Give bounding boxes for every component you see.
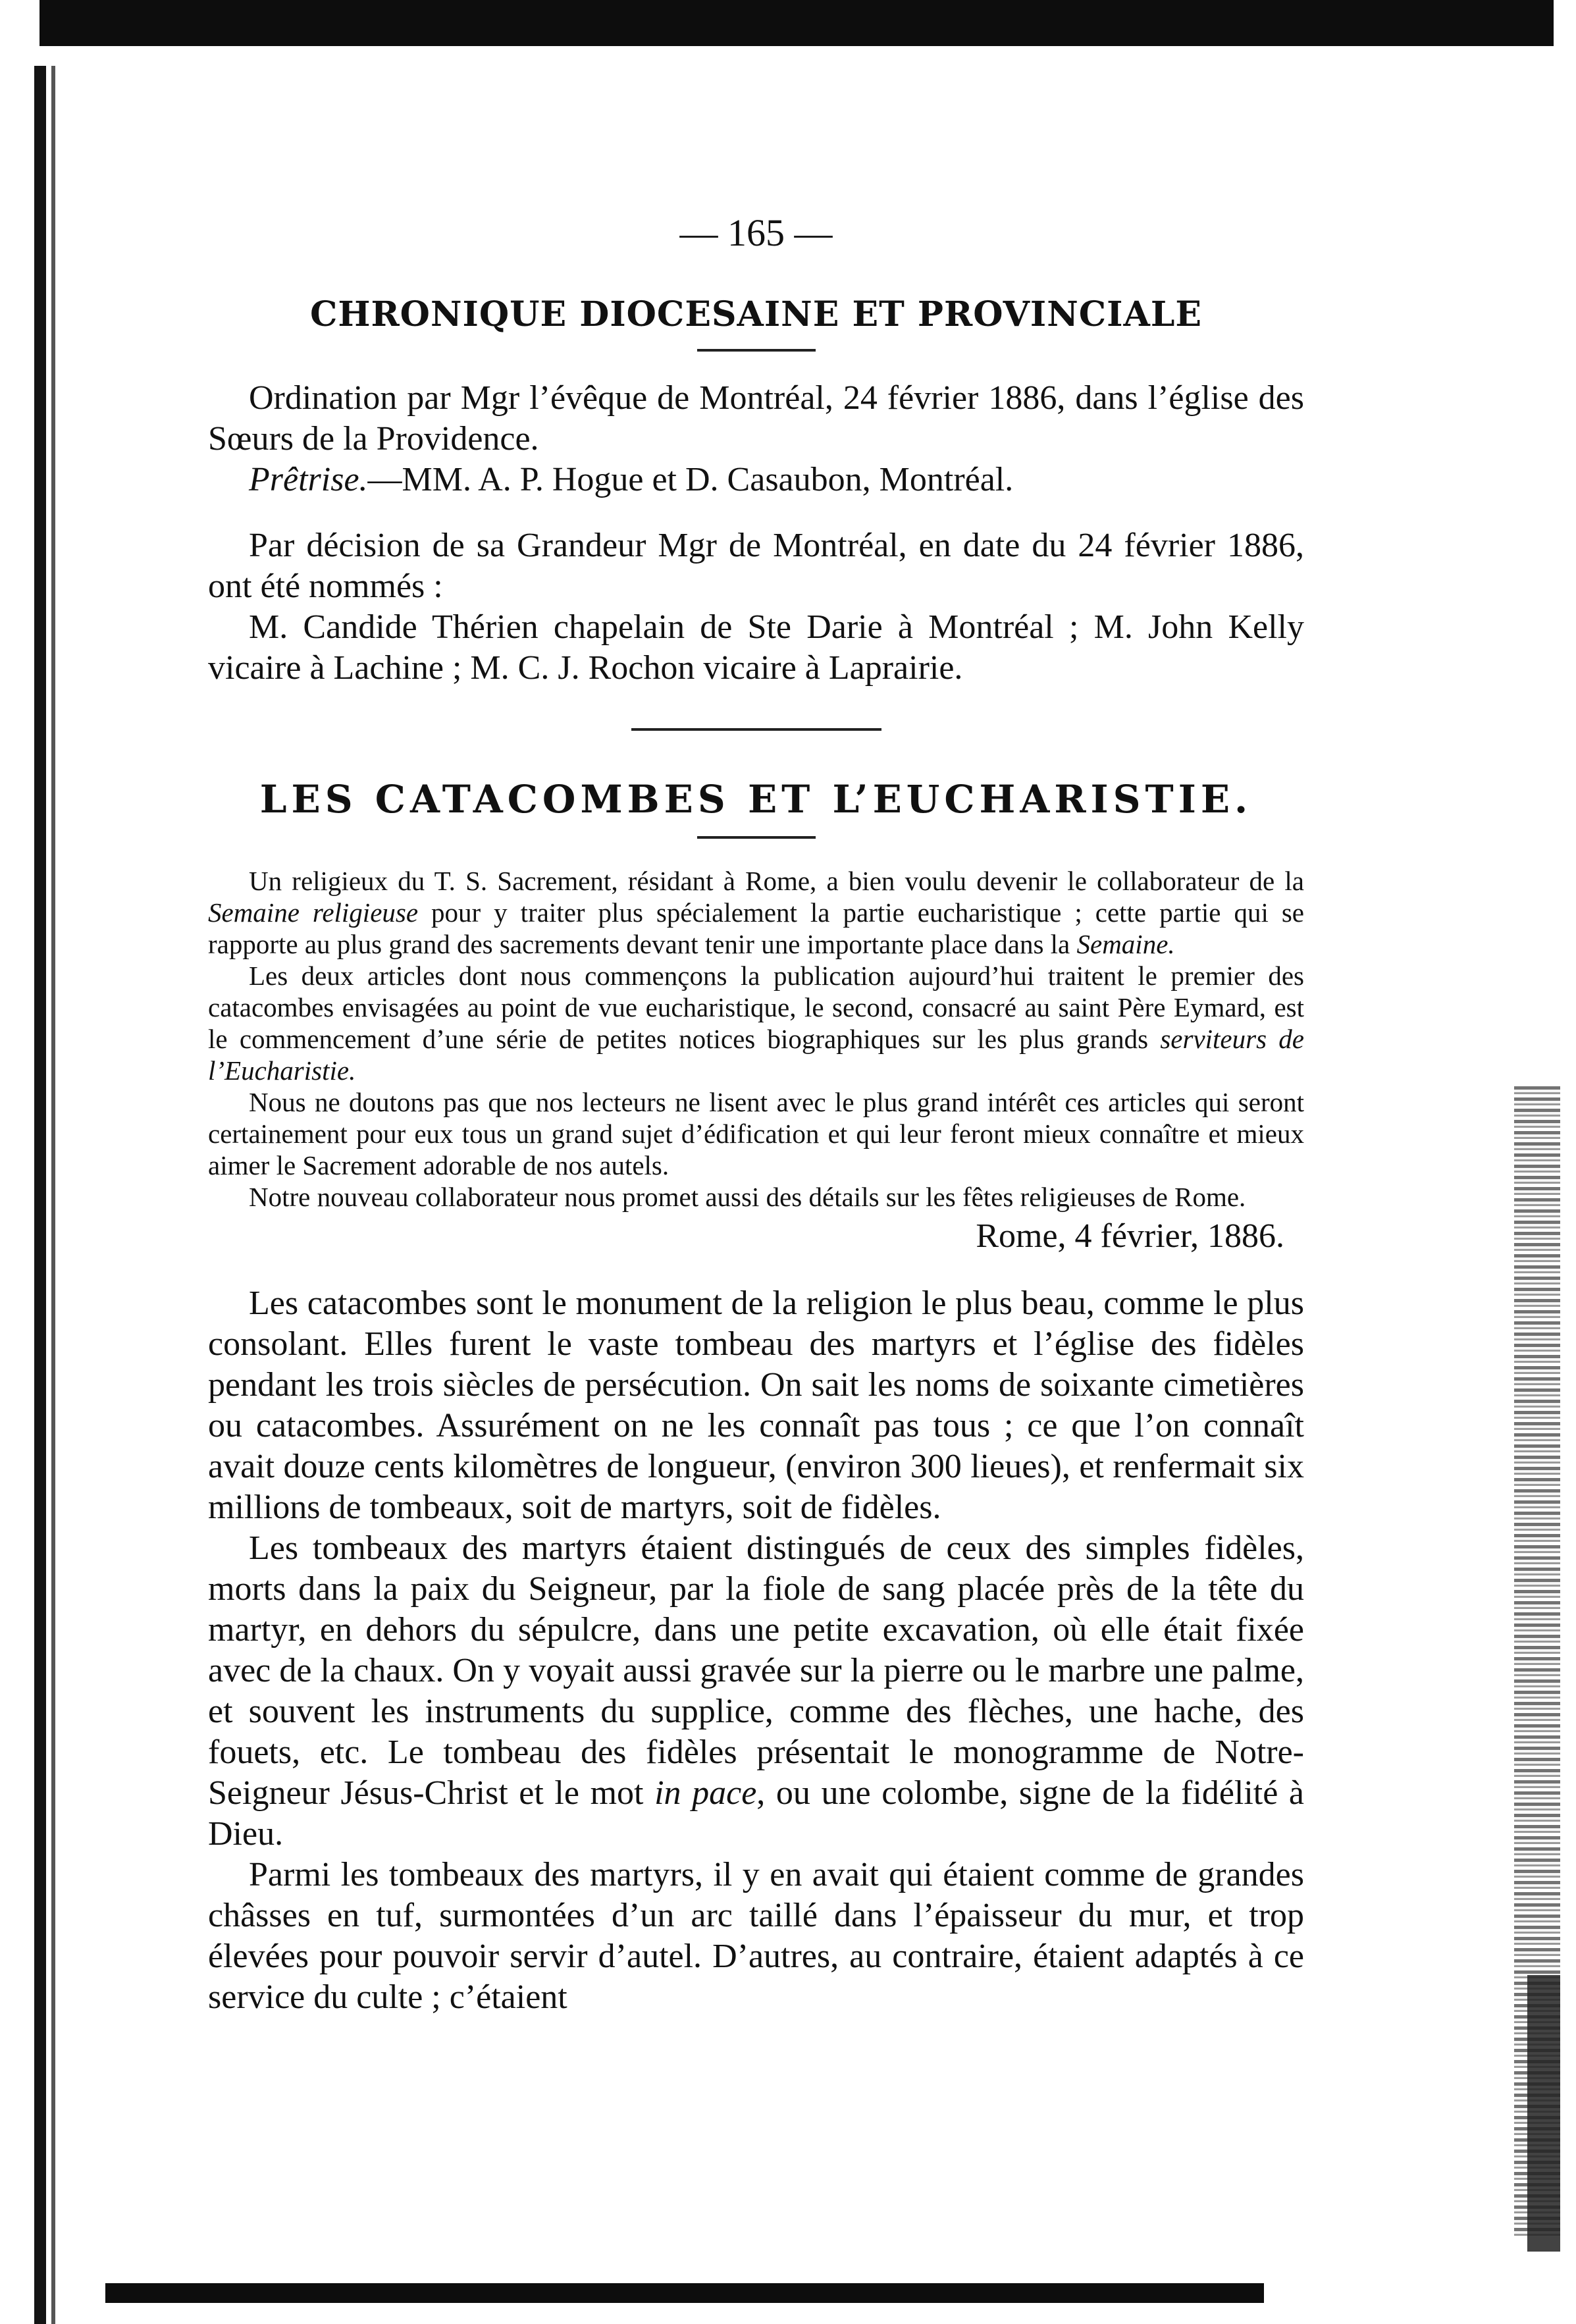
catacombes-title-rule	[697, 836, 816, 839]
section-rule	[631, 728, 881, 731]
title-rule	[697, 349, 816, 352]
pretrise-paragraph	[208, 460, 1304, 500]
intro-paragraph-3: Nous ne doutons pas que nos lecteurs ne lisent avec le plus grand intérêt ces articles qui seront certainement pour eux tous un grand sujet d’édification et qui leur feront mieux connaître et mieux aimer le Sacrement adorable de nos autels.	[208, 1087, 1304, 1180]
body-paragraph-3: Parmi les tombeaux des martyrs, il y en avait qui étaient comme de grandes châsses en tuf, surmontées d’un arc taillé dans l’épaisseur du mur, et trop élevées pour pouvoir servir d’autel. D’autres, au contraire, étaient adaptés à ce service du culte ; c’étaient	[208, 1856, 1304, 2016]
page-number: — 165 —	[679, 211, 833, 254]
pretrise-text: —MM. A. P. Hogue et D. Casaubon, Montréal.	[367, 461, 1014, 498]
scan-border-left-inner	[51, 66, 55, 2324]
intro-paragraph-4: Notre nouveau collaborateur nous promet aussi des détails sur les fêtes religieuses de Rome.	[249, 1182, 1246, 1212]
body-paragraph-2: Les tombeaux des martyrs étaient distingués de ceux des simples fidèles, morts dans la paix du Seigneur, par la fiole de sang placée près de la tête du martyr, en dehors du sépulcre, dans une petite excavation, où elle était fixée avec de la chaux. On y voyait aussi gravée sur la pierre ou le marbre une palme, et souvent les instruments du supplice, comme des flèches, une hache, des fouets, etc. Le tombeau des fidèles présentait le monogramme de Notre-Seigneur Jésus-Christ et le mot in pace, ou une colombe, signe de la fidélité à Dieu.	[208, 1529, 1305, 1853]
page-content	[208, 211, 1304, 2018]
scan-edge-right-dark	[1527, 1975, 1560, 2252]
nominations-paragraph: M. Candide Thérien chapelain de Ste Darie à Montréal ; M. John Kelly vicaire à Lachine ; M. C. J. Rochon vicaire à Laprairie.	[208, 608, 1304, 687]
scan-border-bottom	[105, 2283, 1264, 2303]
decision-paragraph: Par décision de sa Grandeur Mgr de Montréal, en date du 24 février 1886, ont été nommés :	[208, 527, 1304, 605]
ordination-paragraph: Ordination par Mgr l’évêque de Montréal, 24 février 1886, dans l’église des Sœurs de la Providence.	[208, 379, 1304, 458]
pretrise-label: Prêtrise.	[249, 461, 368, 498]
intro-paragraph-1: Un religieux du T. S. Sacrement, résidant à Rome, a bien voulu devenir le collaborateur de la Semaine religieuse pour y traiter plus spécialement la partie eucharistique ; cette partie qui se rapporte au plus grand des sacrements devant tenir une importante place dans la Semaine.	[208, 866, 1304, 959]
dateline: Rome, 4 février, 1886.	[976, 1217, 1284, 1255]
chronique-title: CHRONIQUE DIOCESAINE ET PROVINCIALE	[309, 294, 1203, 334]
scan-border-left	[34, 66, 46, 2324]
scan-border-top	[39, 0, 1554, 46]
intro-paragraph-2: Les deux articles dont nous commençons la publication aujourd’hui traitent le premier des catacombes envisagées au point de vue eucharistique, le second, consacré au saint Père Eymard, est le commencement d’une série de petites notices biographiques sur les plus grands serviteurs de l’Eucharistie.	[208, 961, 1304, 1086]
catacombes-title: LES CATACOMBES ET L’EUCHARISTIE.	[259, 777, 1253, 822]
body-paragraph-1: Les catacombes sont le monument de la religion le plus beau, comme le plus consolant. Elles furent le vaste tombeau des martyrs et l’église des fidèles pendant les trois siècles de persécution. On sait les noms de soixante cimetières ou catacombes. Assurément on ne les connaît pas tous ; ce que l’on connaît avait douze cents kilomètres de longueur, (environ 300 lieues), et renfermait six millions de tombeaux, soit de martyrs, soit de fidèles.	[208, 1284, 1304, 1526]
